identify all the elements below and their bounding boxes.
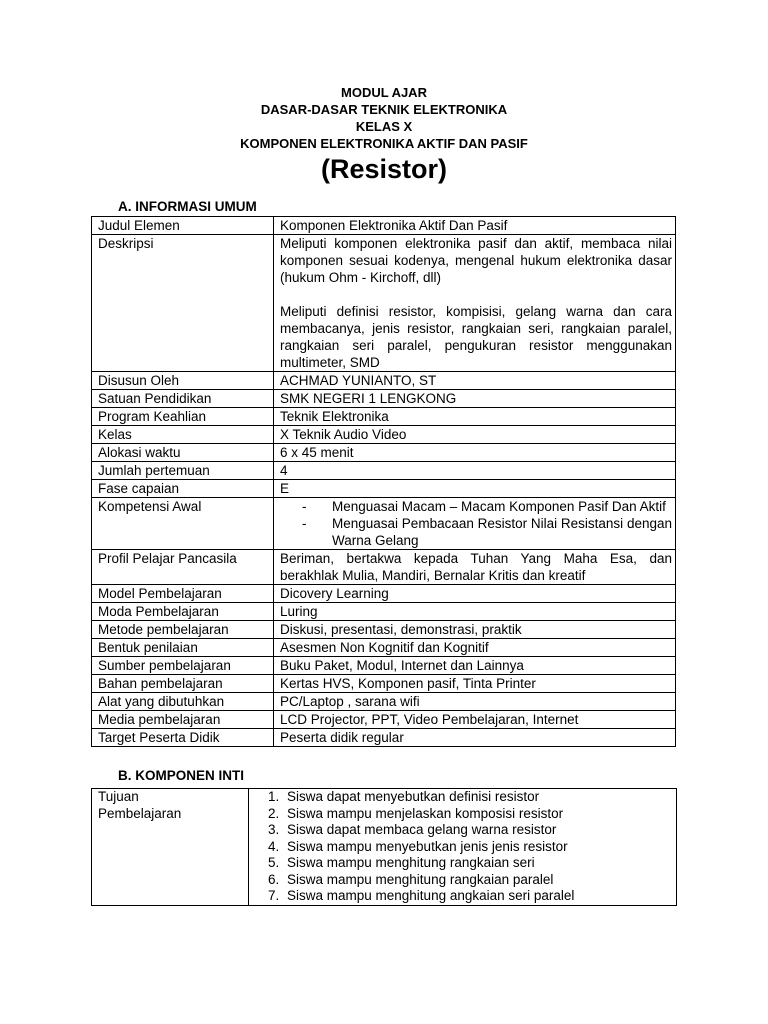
row-value: PC/Laptop , sarana wifi bbox=[274, 693, 676, 711]
row-key: Disusun Oleh bbox=[92, 372, 274, 390]
row-key: Sumber pembelajaran bbox=[92, 657, 274, 675]
objective-list bbox=[255, 789, 672, 905]
list-item: 5. Siswa mampu menghitung rangkaian seri bbox=[283, 855, 672, 872]
table-row bbox=[92, 498, 676, 550]
section-b-title: B. KOMPONEN INTI bbox=[118, 768, 245, 783]
table-row bbox=[92, 585, 676, 603]
table-row bbox=[92, 621, 676, 639]
table-row bbox=[92, 675, 676, 693]
row-value: Peserta didik regular bbox=[274, 729, 676, 747]
objective-label: Tujuan Pembelajaran bbox=[92, 789, 249, 906]
row-value bbox=[274, 498, 676, 550]
table-row bbox=[92, 657, 676, 675]
row-key: Kompetensi Awal bbox=[92, 498, 274, 550]
row-key: Bahan pembelajaran bbox=[92, 675, 274, 693]
table-row bbox=[92, 639, 676, 657]
description-paragraph: Meliputi definisi resistor, kompisisi, gelang warna dan cara membacanya, jenis resistor, rangkaian seri, rangkaian paralel, rangkaian seri paralel, pengukuran resistor menggunakan multimeter, SMD bbox=[280, 304, 672, 370]
row-key: Fase capaian bbox=[92, 480, 274, 498]
row-value: ACHMAD YUNIANTO, ST bbox=[274, 372, 676, 390]
list-item: 4. Siswa mampu menyebutkan jenis jenis resistor bbox=[283, 839, 672, 856]
objective-cell bbox=[249, 789, 677, 906]
table-row bbox=[92, 550, 676, 585]
general-info-table bbox=[91, 216, 676, 747]
table-row bbox=[92, 711, 676, 729]
row-value: Beriman, bertakwa kepada Tuhan Yang Maha Esa, dan berakhlak Mulia, Mandiri, Bernalar Kritis dan kreatif bbox=[274, 550, 676, 585]
row-key: Alat yang dibutuhkan bbox=[92, 693, 274, 711]
list-item: 2. Siswa mampu menjelaskan komposisi resistor bbox=[283, 806, 672, 823]
row-key: Bentuk penilaian bbox=[92, 639, 274, 657]
row-value: Dicovery Learning bbox=[274, 585, 676, 603]
table-row bbox=[92, 480, 676, 498]
row-value: Luring bbox=[274, 603, 676, 621]
row-key: Model Pembelajaran bbox=[92, 585, 274, 603]
row-value: Buku Paket, Modul, Internet dan Lainnya bbox=[274, 657, 676, 675]
row-value: Diskusi, presentasi, demonstrasi, praktik bbox=[274, 621, 676, 639]
row-key: Moda Pembelajaran bbox=[92, 603, 274, 621]
row-key: Kelas bbox=[92, 426, 274, 444]
row-value: Komponen Elektronika Aktif Dan Pasif bbox=[274, 217, 676, 235]
row-value: LCD Projector, PPT, Video Pembelajaran, Internet bbox=[274, 711, 676, 729]
row-key: Deskripsi bbox=[92, 235, 274, 372]
table-row bbox=[92, 217, 676, 235]
row-value: X Teknik Audio Video bbox=[274, 426, 676, 444]
topic-heading: KOMPONEN ELEKTRONIKA AKTIF DAN PASIF bbox=[240, 136, 528, 151]
row-key: Jumlah pertemuan bbox=[92, 462, 274, 480]
row-key: Alokasi waktu bbox=[92, 444, 274, 462]
row-value bbox=[274, 235, 676, 372]
row-value: 4 bbox=[274, 462, 676, 480]
table-row bbox=[92, 603, 676, 621]
row-key: Media pembelajaran bbox=[92, 711, 274, 729]
list-item: 1. Siswa dapat menyebutkan definisi resistor bbox=[283, 789, 672, 806]
table-row bbox=[92, 235, 676, 372]
core-component-table bbox=[91, 788, 677, 906]
list-item: 7. Siswa mampu menghitung angkaian seri paralel bbox=[283, 888, 672, 905]
table-row bbox=[92, 729, 676, 747]
list-item: - Menguasai Macam – Macam Komponen Pasif Dan Aktif bbox=[302, 499, 666, 514]
table-row bbox=[92, 693, 676, 711]
table-row bbox=[92, 462, 676, 480]
table-row bbox=[92, 408, 676, 426]
subject-heading: DASAR-DASAR TEKNIK ELEKTRONIKA bbox=[260, 102, 508, 117]
list-item: - Menguasai Pembacaan Resistor Nilai Resistansi dengan Warna Gelang bbox=[302, 516, 672, 548]
competency-list bbox=[280, 498, 672, 549]
row-value: SMK NEGERI 1 LENGKONG bbox=[274, 390, 676, 408]
row-value: Kertas HVS, Komponen pasif, Tinta Printer bbox=[274, 675, 676, 693]
module-heading: MODUL AJAR bbox=[341, 85, 427, 100]
list-item: 3. Siswa dapat membaca gelang warna resistor bbox=[283, 822, 672, 839]
row-key: Target Peserta Didik bbox=[92, 729, 274, 747]
table-row bbox=[92, 372, 676, 390]
table-row bbox=[92, 426, 676, 444]
table-row bbox=[92, 444, 676, 462]
row-value: E bbox=[274, 480, 676, 498]
row-key: Program Keahlian bbox=[92, 408, 274, 426]
description-paragraph: Meliputi komponen elektronika pasif dan aktif, membaca nilai komponen sesuai kodenya, mengenal hukum elektronika dasar (hukum Ohm - Kirchoff, dll) bbox=[280, 236, 672, 285]
row-key: Metode pembelajaran bbox=[92, 621, 274, 639]
row-key: Profil Pelajar Pancasila bbox=[92, 550, 274, 585]
table-row bbox=[92, 390, 676, 408]
row-value: Teknik Elektronika bbox=[274, 408, 676, 426]
row-key: Judul Elemen bbox=[92, 217, 274, 235]
table-row bbox=[92, 789, 677, 906]
list-item: 6. Siswa mampu menghitung rangkaian paralel bbox=[283, 872, 672, 889]
row-key: Satuan Pendidikan bbox=[92, 390, 274, 408]
document-title: (Resistor) bbox=[320, 154, 448, 184]
section-a-title: A. INFORMASI UMUM bbox=[118, 199, 257, 214]
class-heading: KELAS X bbox=[355, 119, 413, 134]
row-value: Asesmen Non Kognitif dan Kognitif bbox=[274, 639, 676, 657]
row-value: 6 x 45 menit bbox=[274, 444, 676, 462]
